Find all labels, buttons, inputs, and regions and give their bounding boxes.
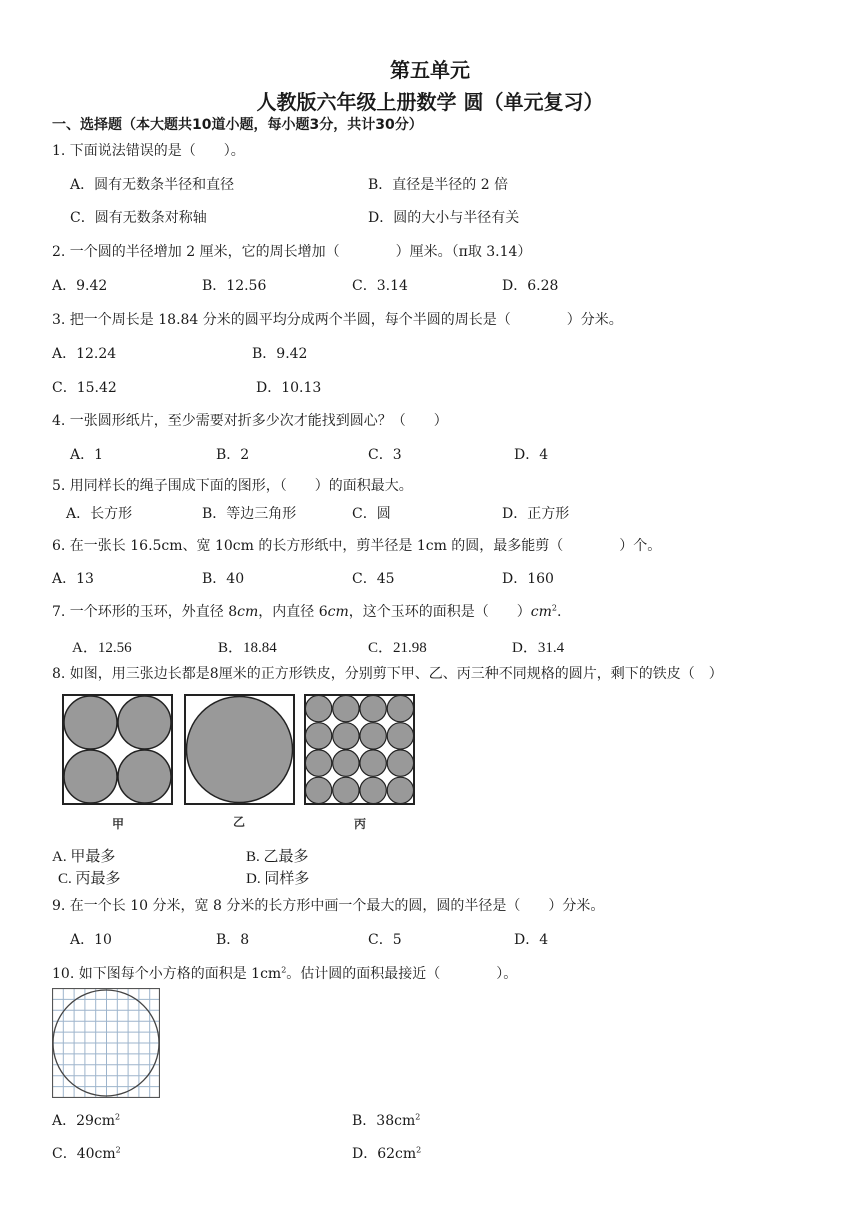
- question-3-option-c[interactable]: C．15.42: [52, 380, 117, 396]
- question-1-option-d[interactable]: D．圆的大小与半径有关: [368, 210, 520, 226]
- question-3-option-d[interactable]: D．10.13: [256, 380, 322, 396]
- question-8-option-b[interactable]: B. 乙最多: [246, 849, 309, 865]
- question-2-stem: 2. 一个圆的半径增加 2 厘米，它的周长增加（ ）厘米。（π取 3.14）: [52, 244, 532, 260]
- question-8-stem: 8. 如图，用三张边长都是8厘米的正方形铁皮，分别剪下甲、乙、丙三种不同规格的圆片，剩下的铁皮（ ）: [52, 666, 723, 682]
- question-9-stem: 9. 在一个长 10 分米，宽 8 分米的长方形中画一个最大的圆，圆的半径是（ ）分米。: [52, 898, 605, 914]
- question-10-stem-part-1: 10. 如下图每个小方格的面积是 1cm: [52, 966, 282, 982]
- unit-cm: cm: [237, 604, 259, 620]
- question-9-option-a[interactable]: A．10: [70, 932, 112, 948]
- question-9-option-b[interactable]: B．8: [216, 932, 250, 948]
- question-5-option-a[interactable]: A．长方形: [66, 506, 133, 522]
- question-8-option-a[interactable]: A. 甲最多: [52, 849, 116, 865]
- question-7-stem-part-1: 7. 一个环形的玉环，外直径 8: [52, 604, 238, 620]
- question-5-option-b[interactable]: B．等边三角形: [202, 506, 297, 522]
- question-8-option-c[interactable]: C. 丙最多: [58, 871, 121, 887]
- superscript: 2: [551, 603, 557, 613]
- question-10-option-c-label: C．40cm: [52, 1146, 116, 1162]
- question-10-option-b[interactable]: [352, 1110, 420, 1130]
- question-7-stem-part-2: ，内直径 6: [258, 604, 328, 620]
- question-7-option-c[interactable]: C．21.98: [368, 640, 427, 656]
- question-7-option-b[interactable]: B．18.84: [218, 640, 277, 656]
- question-10-option-c[interactable]: [52, 1143, 121, 1163]
- section-heading: 一、选择题（本大题共10道小题，每小题3分，共计30分）: [52, 117, 423, 133]
- question-2-option-a[interactable]: A．9.42: [52, 278, 108, 294]
- question-6-option-c[interactable]: C．45: [352, 571, 395, 587]
- question-3-option-a[interactable]: A．12.24: [52, 346, 117, 362]
- figure-caption-bing: 丙: [354, 817, 367, 831]
- question-4-option-a[interactable]: A．1: [70, 447, 104, 463]
- figure-caption-yi: 乙: [233, 815, 246, 829]
- question-5-option-d[interactable]: D．正方形: [502, 506, 570, 522]
- page-title: 人教版六年级上册数学 圆（单元复习）: [256, 90, 604, 114]
- superscript: 2: [416, 1145, 422, 1155]
- question-7-option-a[interactable]: A．12.56: [72, 640, 132, 656]
- question-10-stem-end: 。估计圆的面积最接近（ ）。: [286, 966, 518, 982]
- question-10-option-d[interactable]: [352, 1143, 421, 1163]
- figure-jia: [63, 695, 172, 804]
- question-10-option-b-label: B．38cm: [352, 1113, 416, 1129]
- question-8-option-d[interactable]: D. 同样多: [246, 871, 310, 887]
- superscript: 2: [115, 1112, 121, 1122]
- question-6-option-a[interactable]: A．13: [52, 571, 94, 587]
- unit-title: 第五单元: [390, 58, 470, 82]
- question-4-option-d[interactable]: D．4: [514, 447, 549, 463]
- superscript: 2: [115, 1145, 121, 1155]
- question-1-option-a[interactable]: A．圆有无数条半径和直径: [70, 177, 235, 193]
- question-10-option-d-label: D．62cm: [352, 1146, 417, 1162]
- question-5-stem: 5. 用同样长的绳子围成下面的图形，（ ）的面积最大。: [52, 478, 413, 494]
- question-3-stem: 3. 把一个周长是 18.84 分米的圆平均分成两个半圆，每个半圆的周长是（ ）分米。: [52, 312, 623, 328]
- superscript: 2: [415, 1112, 421, 1122]
- question-2-option-b[interactable]: B．12.56: [202, 278, 267, 294]
- question-7-option-d[interactable]: D．31.4: [512, 640, 565, 656]
- question-9-option-c[interactable]: C．5: [368, 932, 402, 948]
- question-6-option-b[interactable]: B．40: [202, 571, 245, 587]
- question-10-option-a[interactable]: [52, 1110, 120, 1130]
- question-6-stem: 6. 在一张长 16.5cm、宽 10cm 的长方形纸中，剪半径是 1cm 的圆，最多能剪（ ）个。: [52, 538, 662, 554]
- question-9-option-d[interactable]: D．4: [514, 932, 549, 948]
- question-2-option-d[interactable]: D．6.28: [502, 278, 559, 294]
- question-6-option-d[interactable]: D．160: [502, 571, 554, 587]
- unit-cm: cm: [530, 604, 552, 620]
- question-5-option-c[interactable]: C．圆: [352, 506, 391, 522]
- question-10-stem: [52, 963, 517, 983]
- question-7-stem: [52, 601, 561, 621]
- figure-yi: [185, 695, 294, 804]
- question-10-option-a-label: A．29cm: [52, 1113, 116, 1129]
- question-4-option-c[interactable]: C．3: [368, 447, 402, 463]
- question-4-stem: 4. 一张圆形纸片，至少需要对折多少次才能找到圆心？（ ）: [52, 413, 448, 429]
- figure-caption-jia: 甲: [112, 817, 125, 831]
- question-1-option-c[interactable]: C．圆有无数条对称轴: [70, 210, 207, 226]
- unit-cm: cm: [327, 604, 349, 620]
- question-3-option-b[interactable]: B．9.42: [252, 346, 308, 362]
- question-2-option-c[interactable]: C．3.14: [352, 278, 408, 294]
- question-10-grid-figure: [52, 988, 160, 1098]
- question-7-stem-end: .: [557, 604, 562, 620]
- question-7-stem-part-3: ，这个玉环的面积是（ ）: [348, 604, 531, 620]
- question-1-stem: 1. 下面说法错误的是（ ）。: [52, 143, 245, 159]
- superscript: 2: [281, 965, 287, 975]
- question-4-option-b[interactable]: B．2: [216, 447, 250, 463]
- figure-bing: [305, 695, 414, 804]
- question-1-option-b[interactable]: B．直径是半径的 2 倍: [368, 177, 509, 193]
